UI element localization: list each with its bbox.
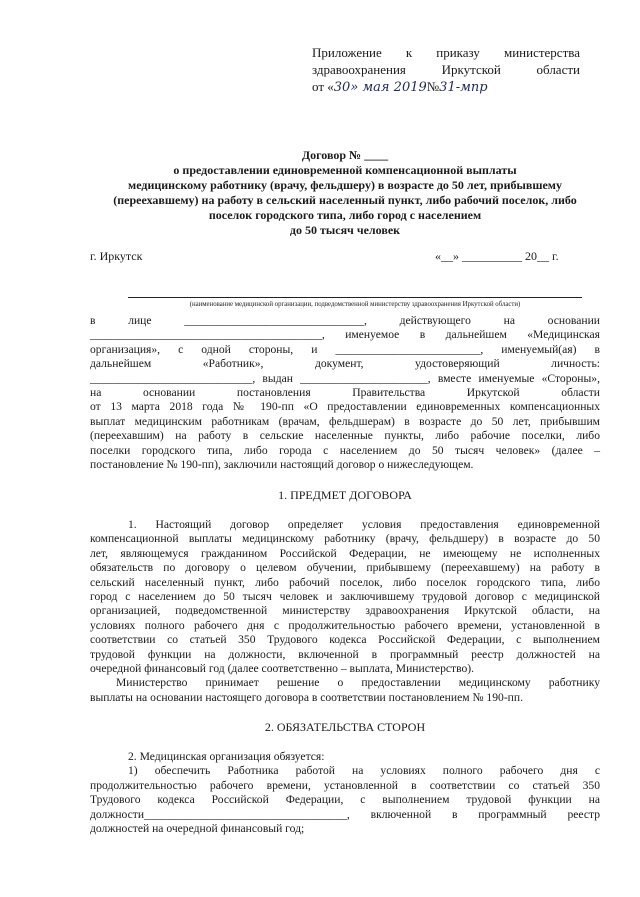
section-2-body bbox=[90, 750, 600, 836]
paragraph-line: продолжительностью рабочего времени, установленной в соответствии со статьей 350 bbox=[90, 778, 600, 792]
paragraph-line: соответствии со статьей 350 Трудового кодекса Российской Федерации, с выполнением bbox=[90, 633, 600, 647]
preamble bbox=[90, 314, 600, 472]
preamble-line: ________________________________________, именуемое в дальнейшем «Медицинская bbox=[90, 328, 600, 342]
title-line-4: (переехавшему) на работу в сельский населенный пункт, либо рабочий поселок, либо bbox=[113, 193, 577, 207]
paragraph-line: должностей на очередной финансовый год; bbox=[90, 822, 305, 836]
section-2-heading: 2. ОБЯЗАТЕЛЬСТВА СТОРОН bbox=[264, 720, 426, 734]
title-line-2: о предоставлении единовременной компенсационной выплаты bbox=[173, 163, 517, 177]
preamble-line: дальнейшем «Работник», документ, удостоверяющий личность: bbox=[90, 357, 600, 371]
order-number-handwritten: 31-мпр bbox=[439, 80, 488, 95]
paragraph-line: лет, являющемуся гражданином Российской Федерации, не имеющему не исполненных bbox=[90, 546, 600, 560]
paragraph-line: организацией, подведомственной министерству здравоохранения Иркутской области, на bbox=[90, 604, 600, 618]
title-line-6: до 50 тысяч человек bbox=[289, 223, 401, 237]
title-line-1: Договор № ____ bbox=[301, 148, 389, 162]
paragraph-line: трудовой функции на должности, включенной в программный реестр должностей на bbox=[90, 647, 600, 661]
paragraph-line: 1) обеспечить Работника работой на условиях полного рабочего дня с bbox=[128, 764, 600, 778]
preamble-line: в лице _______________________________, действующего на основании bbox=[90, 314, 600, 327]
paragraph-line: компенсационной выплаты медицинскому работнику (врачу, фельдшеру) в возрасте до 50 bbox=[90, 532, 600, 546]
paragraph-line: условиях полного рабочего дня с продолжительностью рабочего времени, установленной в bbox=[90, 618, 600, 632]
paragraph-line: Трудового кодекса Российской Федерации, с выполнением трудовой функции на bbox=[90, 793, 600, 807]
title-line-3: медицинскому работнику (врачу, фельдшеру) в возрасте до 50 лет, прибывшему bbox=[128, 178, 562, 192]
section-1-heading: 1. ПРЕДМЕТ ДОГОВОРА bbox=[278, 488, 412, 502]
preamble-line: на основании постановления Правительства Иркутской области bbox=[90, 386, 600, 400]
preamble-line: ____________________________, выдан ______________________, вместе именуемые «Стороны», bbox=[90, 371, 600, 385]
appendix-line-2: здравоохранения Иркутской области bbox=[312, 62, 580, 77]
order-day-handwritten: 30 bbox=[333, 80, 351, 95]
preamble-line: (переехавшим) на работу в сельские населенные пункты, либо рабочие поселки, либо bbox=[90, 429, 600, 443]
paragraph-line: Министерство принимает решение о предоставлении медицинскому работнику bbox=[116, 676, 600, 690]
paragraph-line: сельский населенный пункт, либо рабочий поселок, либо поселок городского типа, либо bbox=[90, 575, 600, 589]
contract-title bbox=[90, 148, 600, 238]
contract-date: «__» __________ 20__ г. bbox=[435, 249, 559, 263]
paragraph-line: 1. Настоящий договор определяет условия предоставления единовременной bbox=[128, 518, 600, 531]
preamble-line: организация», с одной стороны, и _________________________, именуемый(ая) в bbox=[90, 342, 600, 356]
order-from-prefix: от « bbox=[312, 79, 334, 94]
section-1-paragraph-1 bbox=[90, 518, 600, 705]
section-2-intro: 2. Медицинская организация обязуется: bbox=[128, 750, 325, 763]
appendix-header bbox=[312, 44, 580, 96]
appendix-line-1: Приложение к приказу министерства bbox=[312, 45, 580, 60]
contract-city: г. Иркутск bbox=[90, 249, 143, 263]
title-line-5: поселок городского типа, либо город с населением bbox=[208, 208, 482, 222]
paragraph-line: должности___________________________________, включенной в программный реестр bbox=[90, 807, 600, 821]
preamble-line: поселки городского типа, либо города с населением до 50 тысяч человек» (далее – bbox=[90, 443, 600, 457]
paragraph-line: очередной финансовый год (далее соответственно – выплата, Министерство). bbox=[90, 662, 475, 676]
preamble-line: постановление № 190-пп), заключили настоящий договор о нижеследующем. bbox=[90, 458, 474, 472]
paragraph-line: обязательств по договору о целевом обучении, прибывшему (переехавшему) на работу в bbox=[90, 561, 600, 575]
order-number-prefix: № bbox=[426, 79, 440, 94]
order-date-handwritten: » мая 2019 bbox=[350, 80, 427, 95]
appendix-order-date bbox=[312, 78, 580, 96]
organization-name-line bbox=[128, 297, 582, 298]
paragraph-line: город с населением до 50 тысяч человек и заключившему трудовой договор с медицинской bbox=[90, 590, 600, 604]
paragraph-line: выплаты на основании настоящего договора в соответствии постановлением № 190-пп. bbox=[90, 690, 523, 704]
preamble-line: от 13 марта 2018 года № 190-пп «О предоставлении единовременных компенсационных bbox=[90, 400, 600, 414]
organization-caption: (наименование медицинской организации, подведомственной министерству здравоохранения Иркутской области) bbox=[189, 301, 521, 308]
preamble-line: выплат медицинским работникам (врачам, фельдшерам) в возрасте до 50 лет, прибывшим bbox=[90, 414, 600, 428]
